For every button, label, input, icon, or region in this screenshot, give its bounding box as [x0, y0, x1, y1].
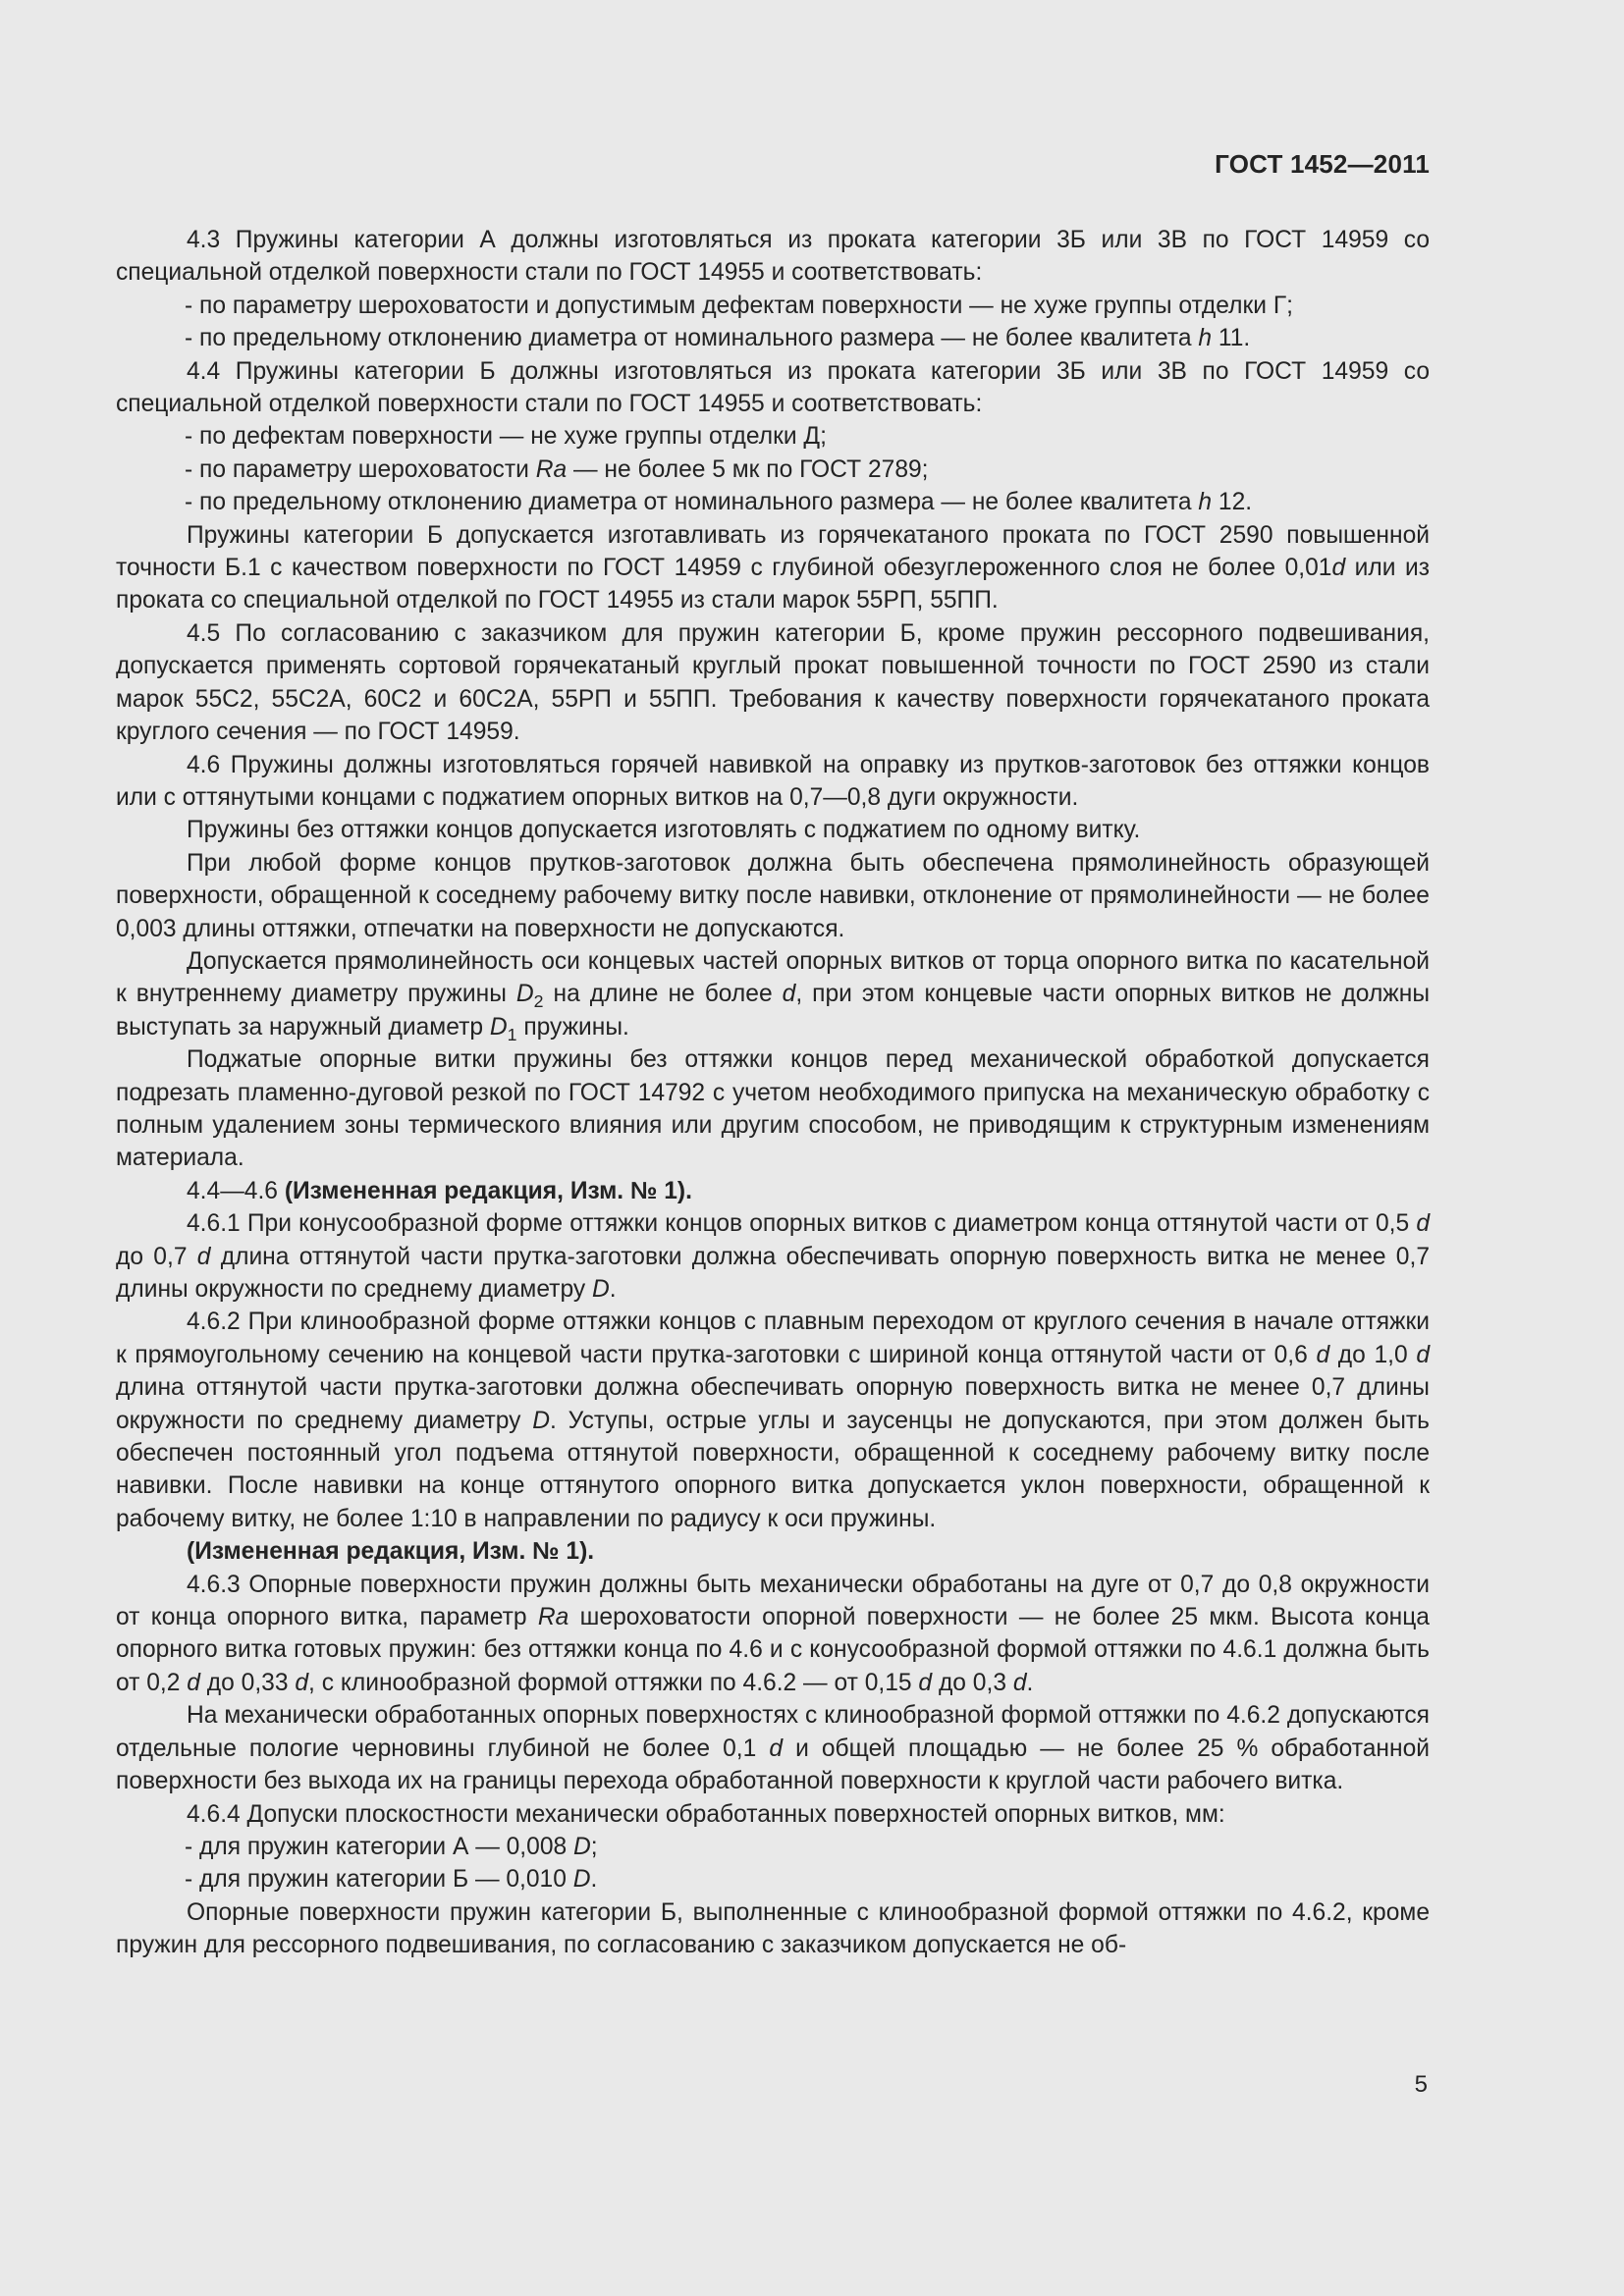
document-body	[116, 224, 1430, 1962]
list-item: - по параметру шероховатости Ra — не более 5 мк по ГОСТ 2789;	[185, 455, 929, 483]
paragraph-cut: Поджатые опорные витки пружины без оттяжки концов перед механической обработкой допускается подрезать пламенно-дуговой резкой по ГОСТ 14792 с учетом необходимого припуска на механическую обработку с полным удалением зоны термического влияния или другим способом, не приводящим к структурным изменениям материала.	[116, 1046, 1430, 1172]
paragraph-4-6-2: 4.6.2 При клинообразной форме оттяжки концов с плавным переходом от круглого сечения в начале оттяжки к прямоугольному сечению на концевой части прутка-заготовки с шириной конца оттянутой части от 0,6 d до 1,0 d длина оттянутой части прутка-заготовки должна обеспечивать опорную поверхность витка не менее 0,7 длины окружности по среднему диаметру D. Уступы, острые углы и заусенцы не допускаются, при этом должен быть обеспечен постоянный угол подъема оттянутой поверхности, обращенной к соседнему рабочему витку после навивки. После навивки на конце оттянутого опорного витка допускается уклон поверхности, обращенной к рабочему витку, не более 1:10 в направлении по радиусу к оси пружины.	[116, 1308, 1430, 1532]
paragraph-4-6: 4.6 Пружины должны изготовляться горячей навивкой на оправку из прутков-заготовок без оттяжки концов или с оттянутыми концами с поджатием опорных витков на 0,7—0,8 дуги окружности.	[116, 751, 1430, 811]
paragraph-holes: На механически обработанных опорных поверхностях с клинообразной формой оттяжки по 4.6.2 допускаются отдельные пологие черновины глубиной не более 0,1 d и общей площадью — не более 25 % обработанной поверхности без выхода их на границы перехода обработанной поверхности к круглой части рабочего витка.	[116, 1702, 1430, 1795]
list-item: - по предельному отклонению диаметра от номинального размера — не более квалитета h 11.	[185, 325, 1251, 352]
list-item: - по параметру шероховатости и допустимым дефектам поверхности — не хуже группы отделки Г;	[185, 292, 1293, 319]
paragraph-axis: Допускается прямолинейность оси концевых частей опорных витков от торца опорного витка по касательной к внутреннему диаметру пружины $D_2$ на длине не более d, при этом концевые части опорных витков не должны выступать за наружный диаметр $D_1$ пружины.	[116, 947, 1431, 1044]
page-number: 5	[1414, 2071, 1428, 2098]
paragraph-4-6-3: 4.6.3 Опорные поверхности пружин должны быть механически обработаны на дуге от 0,7 до 0,8 окружности от конца опорного витка, параметр Ra шероховатости опорной поверхности — не более 25 мкм. Высота конца опорного витка готовых пружин: без оттяжки конца по 4.6 и с конусообразной формой оттяжки по 4.6.1 должна быть от 0,2 d до 0,33 d, с клинообразной формой оттяжки по 4.6.2 — от 0,15 d до 0,3 d.	[116, 1571, 1430, 1696]
paragraph-hot-rolled: Пружины категории Б допускается изготавливать из горячекатаного проката по ГОСТ 2590 повышенной точности Б.1 с качеством поверхности по ГОСТ 14959 с глубиной обезуглероженного слоя не более 0,01d или из проката со специальной отделкой по ГОСТ 14955 из стали марок 55РП, 55ПП.	[116, 521, 1431, 614]
list-item: - по предельному отклонению диаметра от номинального размера — не более квалитета h 12.	[185, 489, 1253, 516]
list-item: - по дефектам поверхности — не хуже группы отделки Д;	[185, 423, 827, 451]
paragraph-4-3: 4.3 Пружины категории А должны изготовляться из проката категории 3Б или 3В по ГОСТ 14959 со специальной отделкой поверхности стали по ГОСТ 14955 и соответствовать:	[116, 227, 1430, 287]
paragraph-4-4: 4.4 Пружины категории Б должны изготовляться из проката категории 3Б или 3В по ГОСТ 14959 со специальной отделкой поверхности стали по ГОСТ 14955 и соответствовать:	[116, 357, 1430, 418]
paragraph-4-5: 4.5 По согласованию с заказчиком для пружин категории Б, кроме пружин рессорного подвешивания, допускается применять сортовой горячекатаный круглый прокат повышенной точности по ГОСТ 2590 из стали марок 55С2, 55С2А, 60С2 и 60С2А, 55РП и 55ПП. Требования к качеству поверхности горячекатаного проката круглого сечения — по ГОСТ 14959.	[116, 619, 1430, 746]
list-item: - для пружин категории А — 0,008 D;	[185, 1833, 598, 1860]
document-header: ГОСТ 1452—2011	[1215, 149, 1430, 179]
paragraph-no-pull: Пружины без оттяжки концов допускается изготовлять с поджатием по одному витку.	[187, 817, 1141, 844]
paragraph-4-6-1: 4.6.1 При конусообразной форме оттяжки концов опорных витков с диаметром конца оттянутой части от 0,5 d до 0,7 d длина оттянутой части прутка-заготовки должна обеспечивать опорную поверхность витка не менее 0,7 длины окружности по среднему диаметру D.	[116, 1210, 1430, 1303]
revision-note: (Измененная редакция, Изм. № 1).	[187, 1538, 595, 1566]
paragraph-any-form: При любой форме концов прутков-заготовок должна быть обеспечена прямолинейность образующей поверхности, обращенной к соседнему рабочему витку после навивки, отклонение от прямолинейности — не более 0,003 длины оттяжки, отпечатки на поверхности не допускаются.	[116, 849, 1430, 942]
revision-note: 4.4—4.6 (Измененная редакция, Изм. № 1).	[187, 1177, 692, 1204]
list-item: - для пружин категории Б — 0,010 D.	[185, 1866, 598, 1894]
paragraph-4-6-4: 4.6.4 Допуски плоскостности механически обработанных поверхностей опорных витков, мм:	[187, 1800, 1225, 1828]
paragraph-last: Опорные поверхности пружин категории Б, выполненные с клинообразной формой оттяжки по 4.6.2, кроме пружин для рессорного подвешивания, по согласованию с заказчиком допускается не об-	[116, 1898, 1430, 1959]
